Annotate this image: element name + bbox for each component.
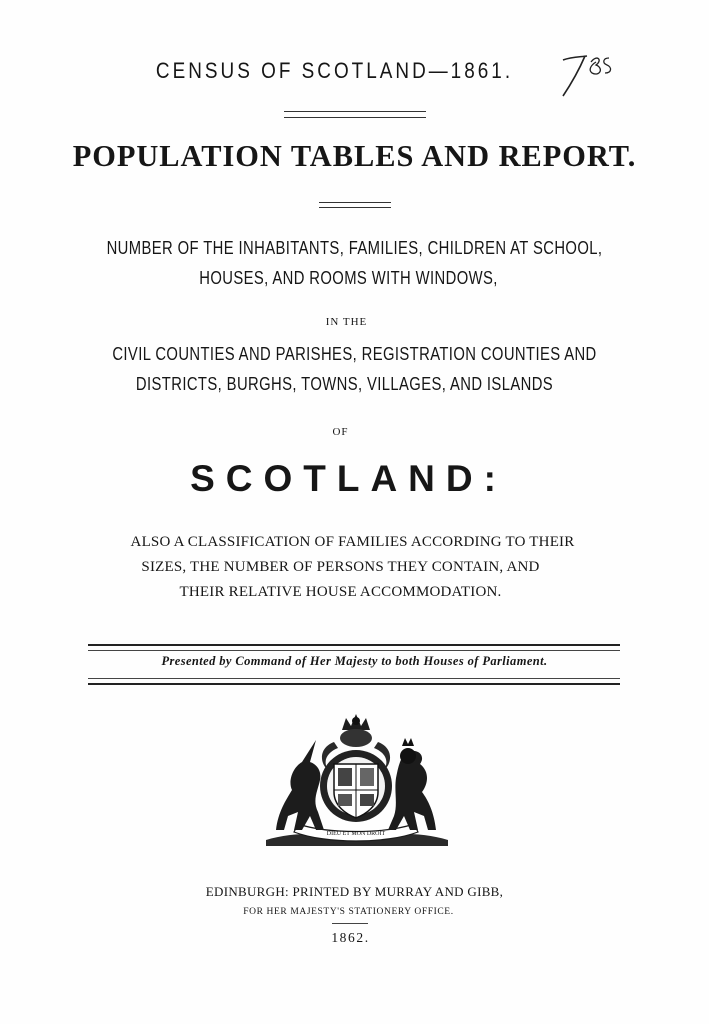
royal-coat-of-arms-icon bbox=[258, 712, 454, 846]
printer-line: EDINBURGH: PRINTED BY MURRAY AND GIBB, bbox=[205, 884, 504, 899]
country-heading: SCOTLAND: bbox=[190, 458, 507, 499]
divider-rule bbox=[319, 202, 391, 208]
also-line-3: THEIR RELATIVE HOUSE ACCOMMODATION. bbox=[179, 584, 502, 600]
subtitle-line-3: CIVIL COUNTIES AND PARISHES, REGISTRATION COUNTIES AND bbox=[112, 343, 597, 364]
stationery-office-line: FOR HER MAJESTY'S STATIONERY OFFICE. bbox=[243, 907, 454, 917]
presented-statement: Presented by Command of Her Majesty to both Houses of Parliament. bbox=[161, 654, 548, 668]
subtitle-connector-of: OF bbox=[332, 426, 349, 438]
also-line-1: ALSO A CLASSIFICATION OF FAMILIES ACCORDING TO THEIR bbox=[130, 534, 575, 550]
double-rule-bottom bbox=[88, 678, 620, 685]
subtitle-line-1: NUMBER OF THE INHABITANTS, FAMILIES, CHILDREN AT SCHOOL, bbox=[106, 237, 603, 258]
svg-text:DIEU ET MON DROIT: DIEU ET MON DROIT bbox=[326, 831, 386, 837]
publication-year: 1862. bbox=[331, 930, 370, 945]
subtitle-connector-in-the: IN THE bbox=[325, 316, 368, 328]
subtitle-line-4: DISTRICTS, BURGHS, TOWNS, VILLAGES, AND ISLANDS bbox=[135, 373, 554, 394]
also-line-2: SIZES, THE NUMBER OF PERSONS THEY CONTAIN, AND bbox=[141, 559, 540, 575]
census-heading: CENSUS OF SCOTLAND—1861. bbox=[155, 58, 514, 83]
handwritten-note bbox=[557, 48, 627, 100]
subtitle-line-2: HOUSES, AND ROOMS WITH WINDOWS, bbox=[199, 267, 498, 288]
divider-rule bbox=[332, 923, 368, 924]
page-title: POPULATION TABLES AND REPORT. bbox=[72, 138, 637, 173]
divider-rule bbox=[284, 111, 426, 118]
double-rule-top bbox=[88, 644, 620, 651]
